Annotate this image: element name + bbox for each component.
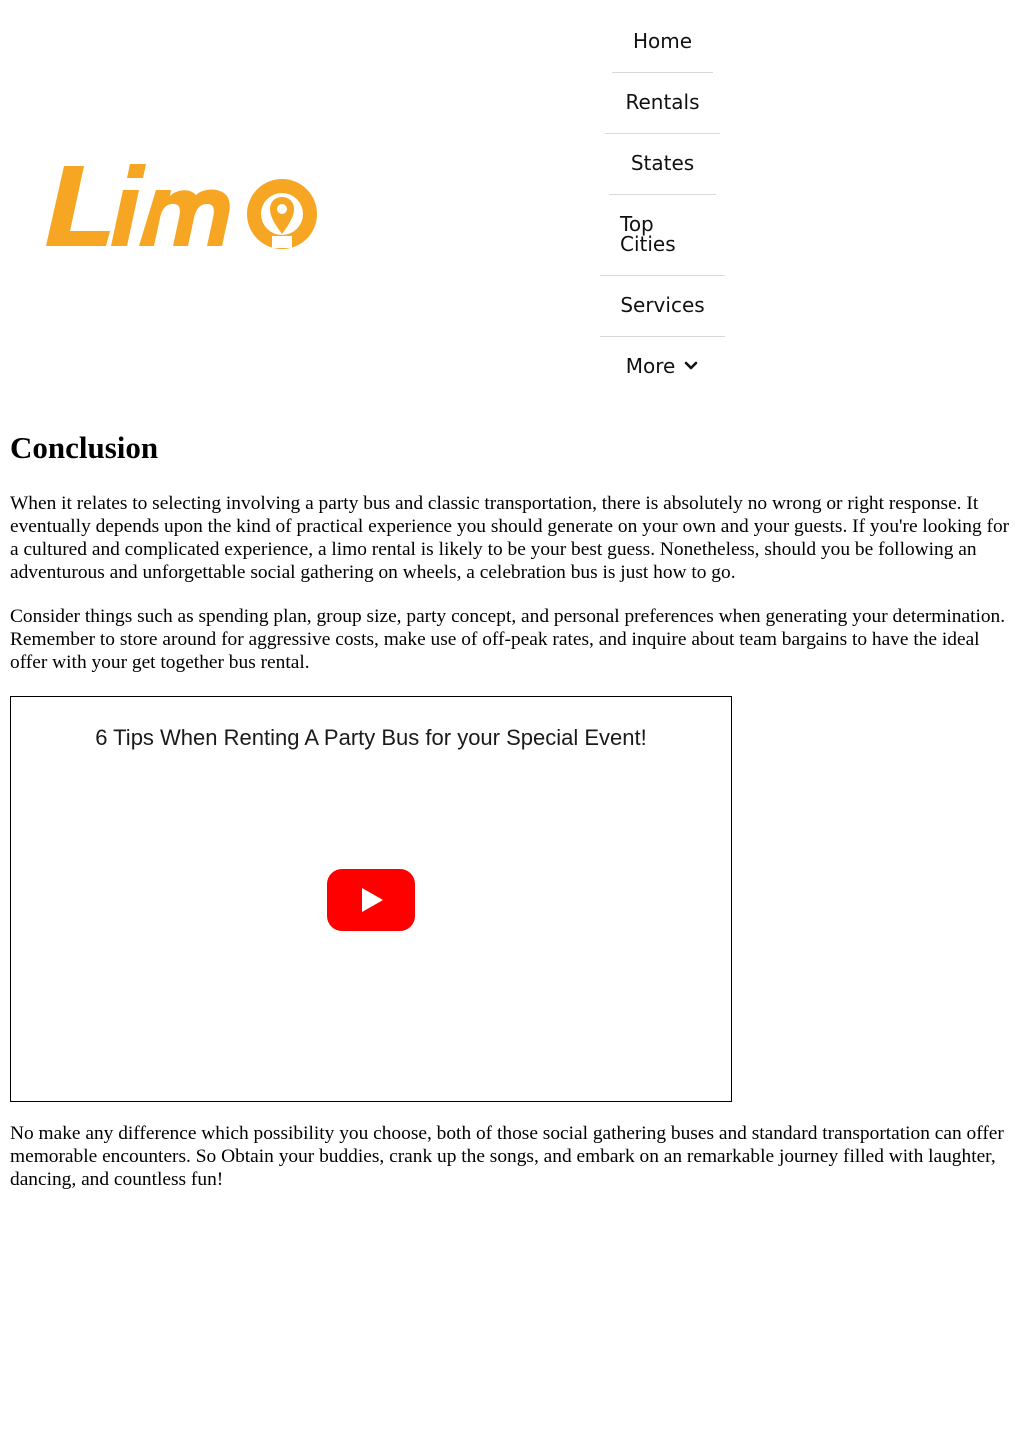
youtube-play-icon[interactable] [327,869,415,931]
nav-more-wrap [600,356,725,376]
conclusion-paragraph-2: Consider things such as spending plan, group size, party concept, and personal preferences when generating your determination. Remember to store around for aggressive costs, make use of off-peak rates, and inquire about team bargains to have the ideal offer with your get together bus rental. [10,606,1006,673]
nav-item-label: Services [620,293,705,317]
nav-item-label: Home [632,29,693,53]
section-heading: Conclusion [10,430,159,465]
conclusion-paragraph-3: No make any difference which possibility you choose, both of those social gathering buses and standard transportation can offer memorable encounters. So Obtain your buddies, crank up the songs, and embark on an remarkable journey filled with laughter, dancing, and countless fun! [10,1123,1004,1190]
youtube-video-embed[interactable] [10,696,732,1102]
nav-item-services[interactable] [600,276,725,336]
video-title[interactable]: 6 Tips When Renting A Party Bus for your Special Event! [95,725,647,750]
nav-item-more[interactable] [600,337,725,397]
conclusion-paragraph-1: When it relates to selecting involving a party bus and classic transportation, there is absolutely no wrong or right response. It eventually depends upon the kind of practical experience you should generate on your own and your guests. If you're looking for a cultured and complicated experience, a limo rental is likely to be your best guess. Nonetheless, should you be following an adventurous and unforgettable social gathering on wheels, a celebration bus is just how to go. [10,493,1010,583]
nav-item-label: Top Cities [620,212,676,256]
nav-item-rentals[interactable] [600,73,725,133]
nav-item-label: States [630,151,695,175]
nav-item-states[interactable] [600,134,725,194]
nav-item-top-cities[interactable] [600,195,725,275]
nav-item-label: Rentals [625,90,700,114]
nav-item-home[interactable] [600,12,725,72]
nav-item-label: More [625,354,676,378]
chevron-down-icon [683,360,699,372]
limo-logo[interactable] [44,158,326,254]
